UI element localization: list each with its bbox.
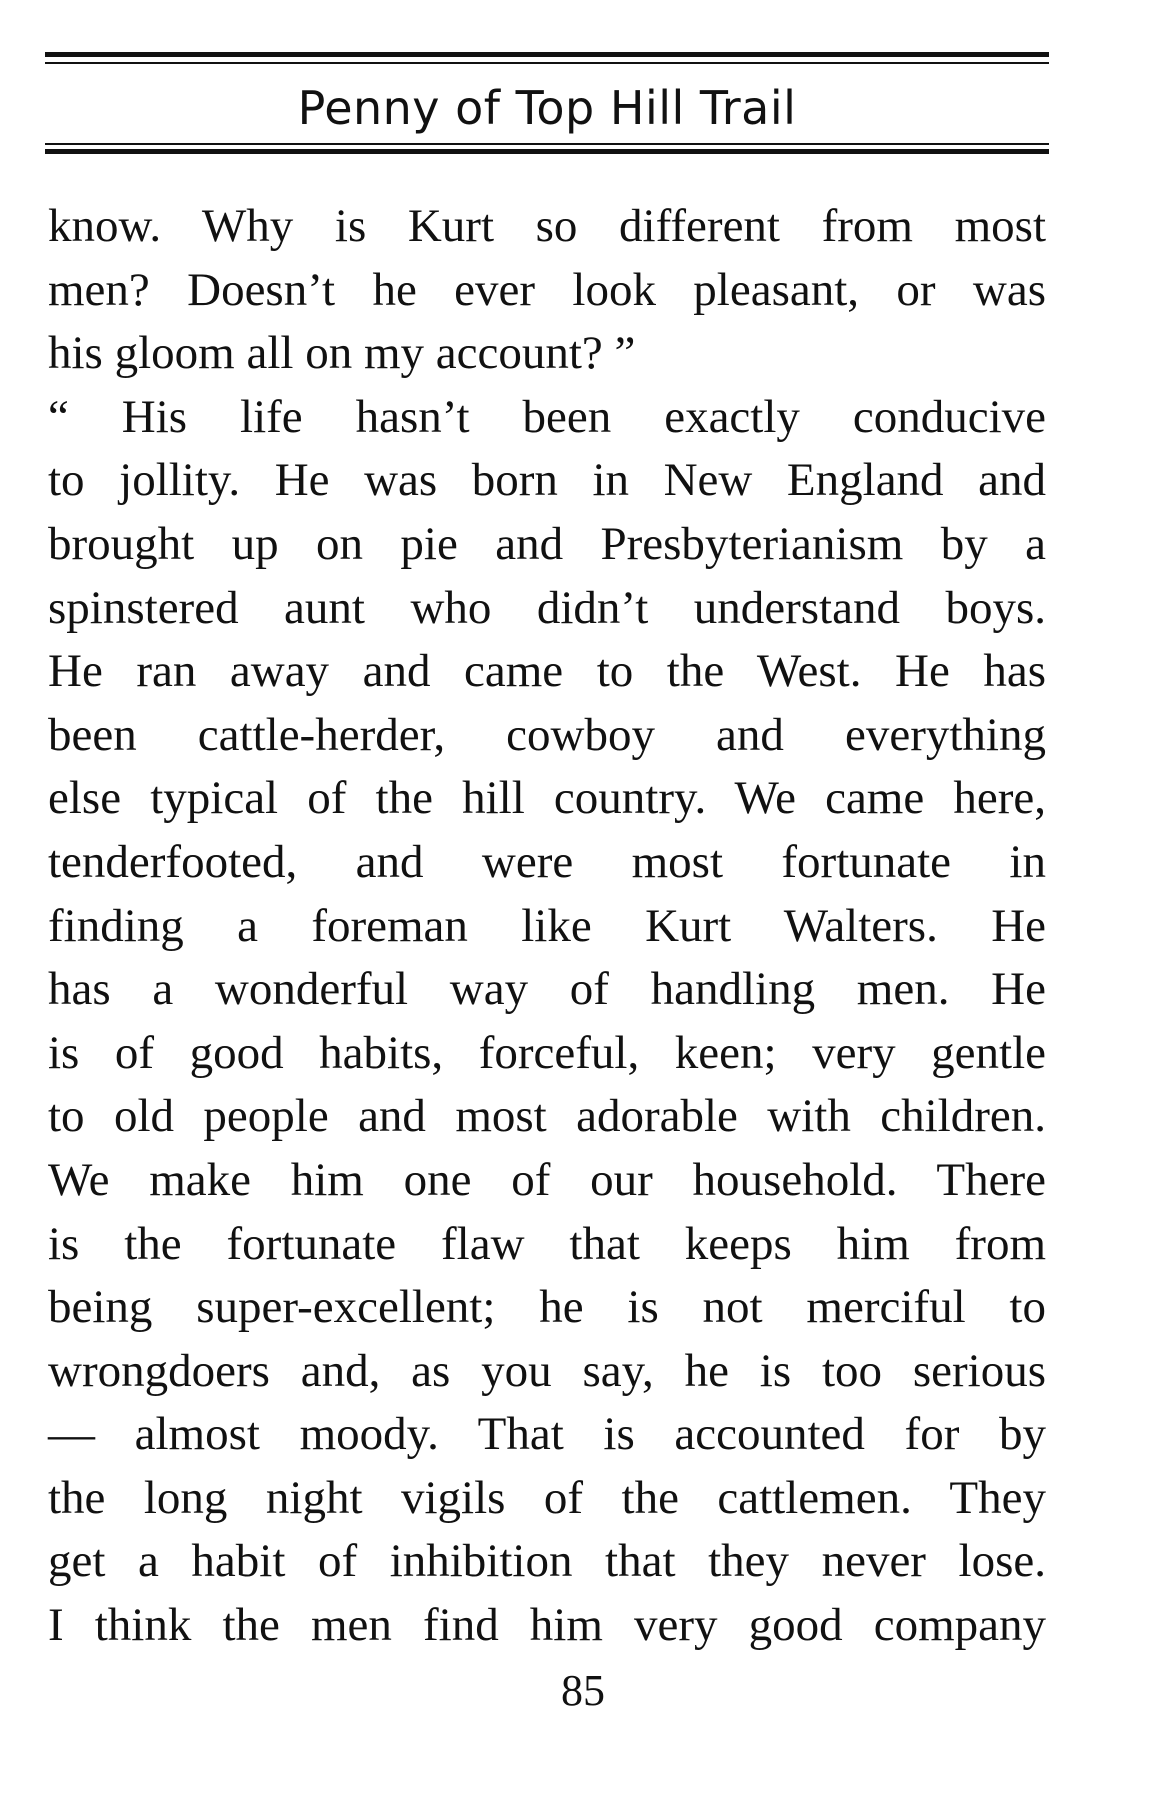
header-rule-top-thin	[45, 62, 1049, 64]
text-line: get a habit of inhibition that they never lose.	[48, 1535, 1046, 1588]
page-number: 85	[561, 1666, 605, 1715]
text-line: men? Doesn’t he ever look pleasant, or was	[48, 263, 1046, 316]
text-line: the long night vigils of the cattlemen. They	[48, 1471, 1046, 1524]
header-rule-bottom-thin	[45, 143, 1049, 145]
body-text	[48, 195, 1046, 1658]
text-line: I think the men find him very good company	[48, 1599, 1046, 1652]
text-line: He ran away and came to the West. He has	[48, 645, 1046, 698]
text-line: been cattle-herder, cowboy and everything	[48, 708, 1046, 761]
running-head-title: Penny of Top Hill Trail	[297, 81, 797, 135]
text-line: else typical of the hill country. We came here,	[48, 772, 1046, 825]
text-line: is the fortunate flaw that keeps him from	[48, 1217, 1046, 1270]
text-line: tenderfooted, and were most fortunate in	[48, 835, 1046, 888]
text-line: finding a foreman like Kurt Walters. He	[48, 899, 1046, 952]
text-line: know. Why is Kurt so different from most	[48, 200, 1046, 252]
text-line: spinstered aunt who didn’t understand boys.	[48, 581, 1046, 634]
header-rule-top-thick	[45, 52, 1049, 57]
text-line: has a wonderful way of handling men. He	[48, 963, 1046, 1016]
text-line: his gloom all on my account? ”	[48, 327, 636, 380]
text-line: to jollity. He was born in New England and	[48, 454, 1046, 507]
text-line: to old people and most adorable with children.	[48, 1090, 1046, 1143]
text-line: — almost moody. That is accounted for by	[48, 1408, 1046, 1461]
text-line: brought up on pie and Presbyterianism by a	[48, 517, 1046, 570]
text-line: wrongdoers and, as you say, he is too serious	[48, 1344, 1046, 1397]
text-line: is of good habits, forceful, keen; very gentle	[48, 1026, 1046, 1079]
text-line: We make him one of our household. There	[48, 1153, 1046, 1206]
header-rule-bottom-thick	[45, 149, 1049, 154]
text-line: “ His life hasn’t been exactly conducive	[48, 390, 1046, 443]
text-line: being super-excellent; he is not merciful to	[48, 1281, 1046, 1334]
